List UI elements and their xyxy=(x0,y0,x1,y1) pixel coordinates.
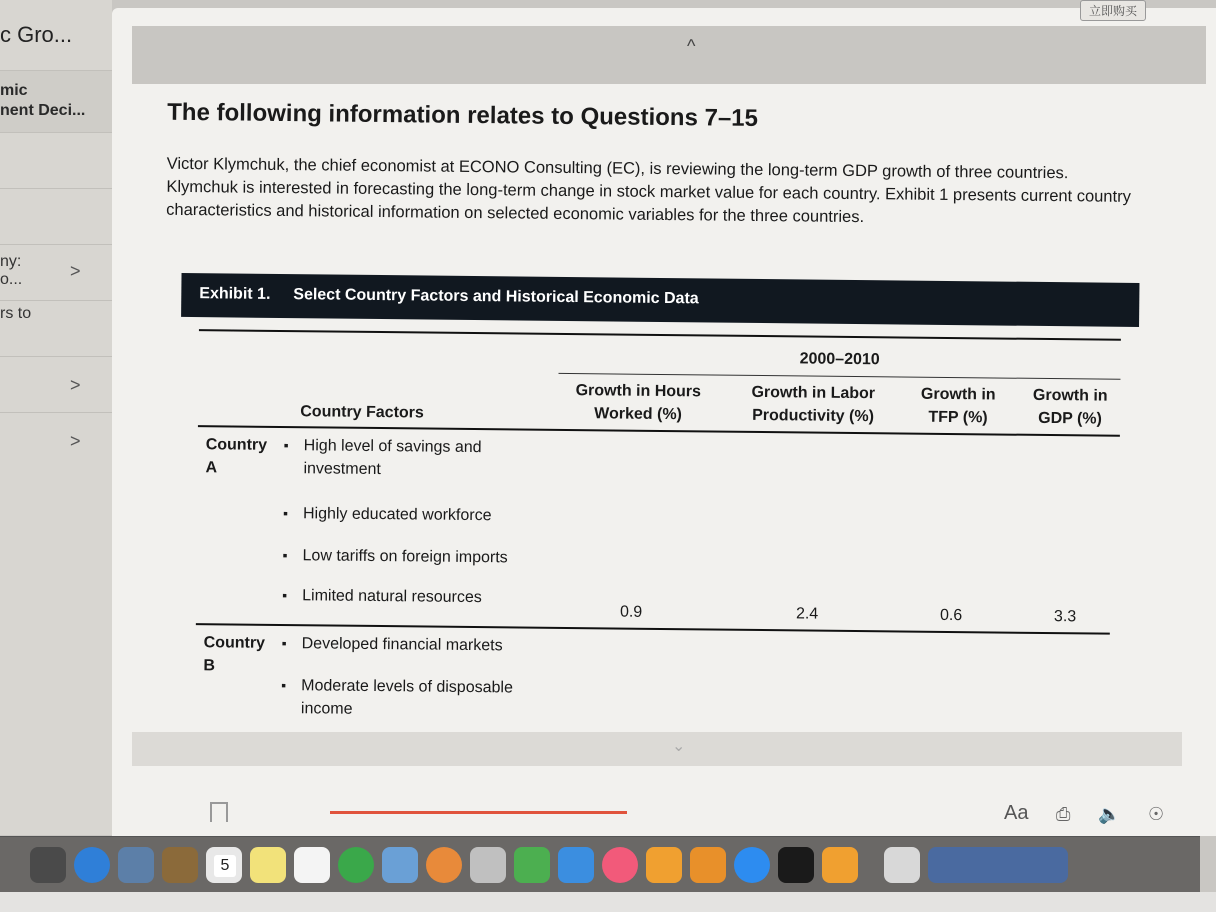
period-rule xyxy=(558,373,1120,380)
chevron-down-icon: ⌄ xyxy=(672,738,686,755)
stickies-icon[interactable] xyxy=(250,847,286,883)
reminders-icon[interactable] xyxy=(294,847,330,883)
factor-item: ▪ Moderate levels of disposable income xyxy=(301,674,541,723)
exhibit-number: Exhibit 1. xyxy=(199,285,271,303)
value-gdp-a: 3.3 xyxy=(1053,608,1077,626)
col-header-factors: Country Factors xyxy=(300,403,424,422)
reader-toolbar xyxy=(112,784,1216,836)
sidebar-toc xyxy=(0,0,112,835)
reading-progress[interactable] xyxy=(330,811,870,814)
toc-item[interactable] xyxy=(0,188,112,245)
toc-item-label: ny: o... xyxy=(0,253,23,288)
notes-app-icon[interactable] xyxy=(162,847,198,883)
terminal-icon[interactable] xyxy=(778,847,814,883)
toc-item[interactable] xyxy=(0,132,112,189)
ibooks-icon[interactable] xyxy=(690,847,726,883)
toc-item-label: rs to xyxy=(0,305,32,322)
photos-icon[interactable] xyxy=(426,847,462,883)
toc-item[interactable] xyxy=(0,244,112,301)
safari-icon[interactable] xyxy=(74,847,110,883)
more-icon[interactable]: ☉ xyxy=(1148,804,1165,824)
screen-bezel xyxy=(0,892,1216,912)
intro-paragraph: Victor Klymchuk, the chief economist at ECONO Consulting (EC), is reviewing the long-term GDP growth of three countries. Klymchuk is interested in forecasting the long-term change in stock market value for each country. Exhibit 1 presents current country characteristics and historical information on selected economic variables for the three countries. xyxy=(166,154,1131,227)
exhibit-title: Select Country Factors and Historical Economic Data xyxy=(293,286,699,308)
value-hours-a: 0.9 xyxy=(619,603,643,621)
chevron-up-icon: ^ xyxy=(687,36,696,56)
font-settings-button[interactable]: Aa xyxy=(1004,802,1029,824)
exhibit-header xyxy=(181,273,1139,327)
music-icon[interactable] xyxy=(602,847,638,883)
value-tfp-a: 0.6 xyxy=(939,606,963,625)
minimized-window-icon[interactable] xyxy=(928,847,1068,883)
toc-item-label: mic nent Deci... xyxy=(0,82,86,119)
chevron-right-icon: > xyxy=(70,431,81,451)
maps-icon[interactable] xyxy=(382,847,418,883)
trash-icon[interactable] xyxy=(884,847,920,883)
toc-item[interactable] xyxy=(0,300,112,357)
buy-button[interactable]: 立即购买 xyxy=(1080,0,1146,21)
chevron-right-icon: > xyxy=(70,261,81,281)
print-icon[interactable]: ⎙ xyxy=(1056,804,1071,824)
value-labor-a: 2.4 xyxy=(795,605,819,623)
table-top-rule xyxy=(199,329,1121,341)
reader-pane xyxy=(112,4,1216,836)
factor-item: ▪ Highly educated workforce xyxy=(303,502,492,527)
col-header-hours: Growth in Hours Worked (%) xyxy=(575,382,702,424)
macos-dock xyxy=(0,836,1200,893)
factor-item: ▪ Limited natural resources xyxy=(302,584,482,609)
page-content xyxy=(108,2,1216,842)
messages-icon[interactable] xyxy=(338,847,374,883)
toc-item[interactable] xyxy=(0,356,112,413)
col-header-labor: Growth in Labor Productivity (%) xyxy=(751,383,876,426)
factor-item: ▪ High level of savings and investment xyxy=(303,434,533,482)
bookmark-icon[interactable] xyxy=(210,802,228,822)
country-b-label: Country B xyxy=(203,634,266,675)
toc-item-current[interactable] xyxy=(0,70,112,133)
numbers-icon[interactable] xyxy=(514,847,550,883)
period-header: 2000–2010 xyxy=(799,350,880,369)
calendar-day: 5 xyxy=(214,855,236,877)
chevron-right-icon: > xyxy=(70,375,81,395)
book-title[interactable]: c Gro... xyxy=(0,22,73,47)
reading-progress-fill xyxy=(330,811,627,814)
keynote-icon[interactable] xyxy=(558,847,594,883)
books-active-icon[interactable] xyxy=(822,847,858,883)
app-store-icon[interactable] xyxy=(734,847,770,883)
speaker-icon[interactable]: 🔈 xyxy=(1098,804,1121,824)
toc-item[interactable] xyxy=(0,412,112,469)
col-header-tfp: Growth in TFP (%) xyxy=(920,385,996,427)
pages-icon[interactable] xyxy=(470,847,506,883)
col-header-gdp: Growth in GDP (%) xyxy=(1032,386,1108,428)
scroll-down-bar[interactable] xyxy=(132,732,1182,766)
factor-item: ▪ Low tariffs on foreign imports xyxy=(302,544,507,569)
section-heading: The following information relates to Questions 7–15 xyxy=(167,98,759,132)
launchpad-icon[interactable] xyxy=(30,847,66,883)
factor-item: ▪ Developed financial markets xyxy=(302,632,503,657)
books-icon[interactable] xyxy=(646,847,682,883)
country-a-label: Country A xyxy=(205,436,268,477)
preview-icon[interactable] xyxy=(118,847,154,883)
